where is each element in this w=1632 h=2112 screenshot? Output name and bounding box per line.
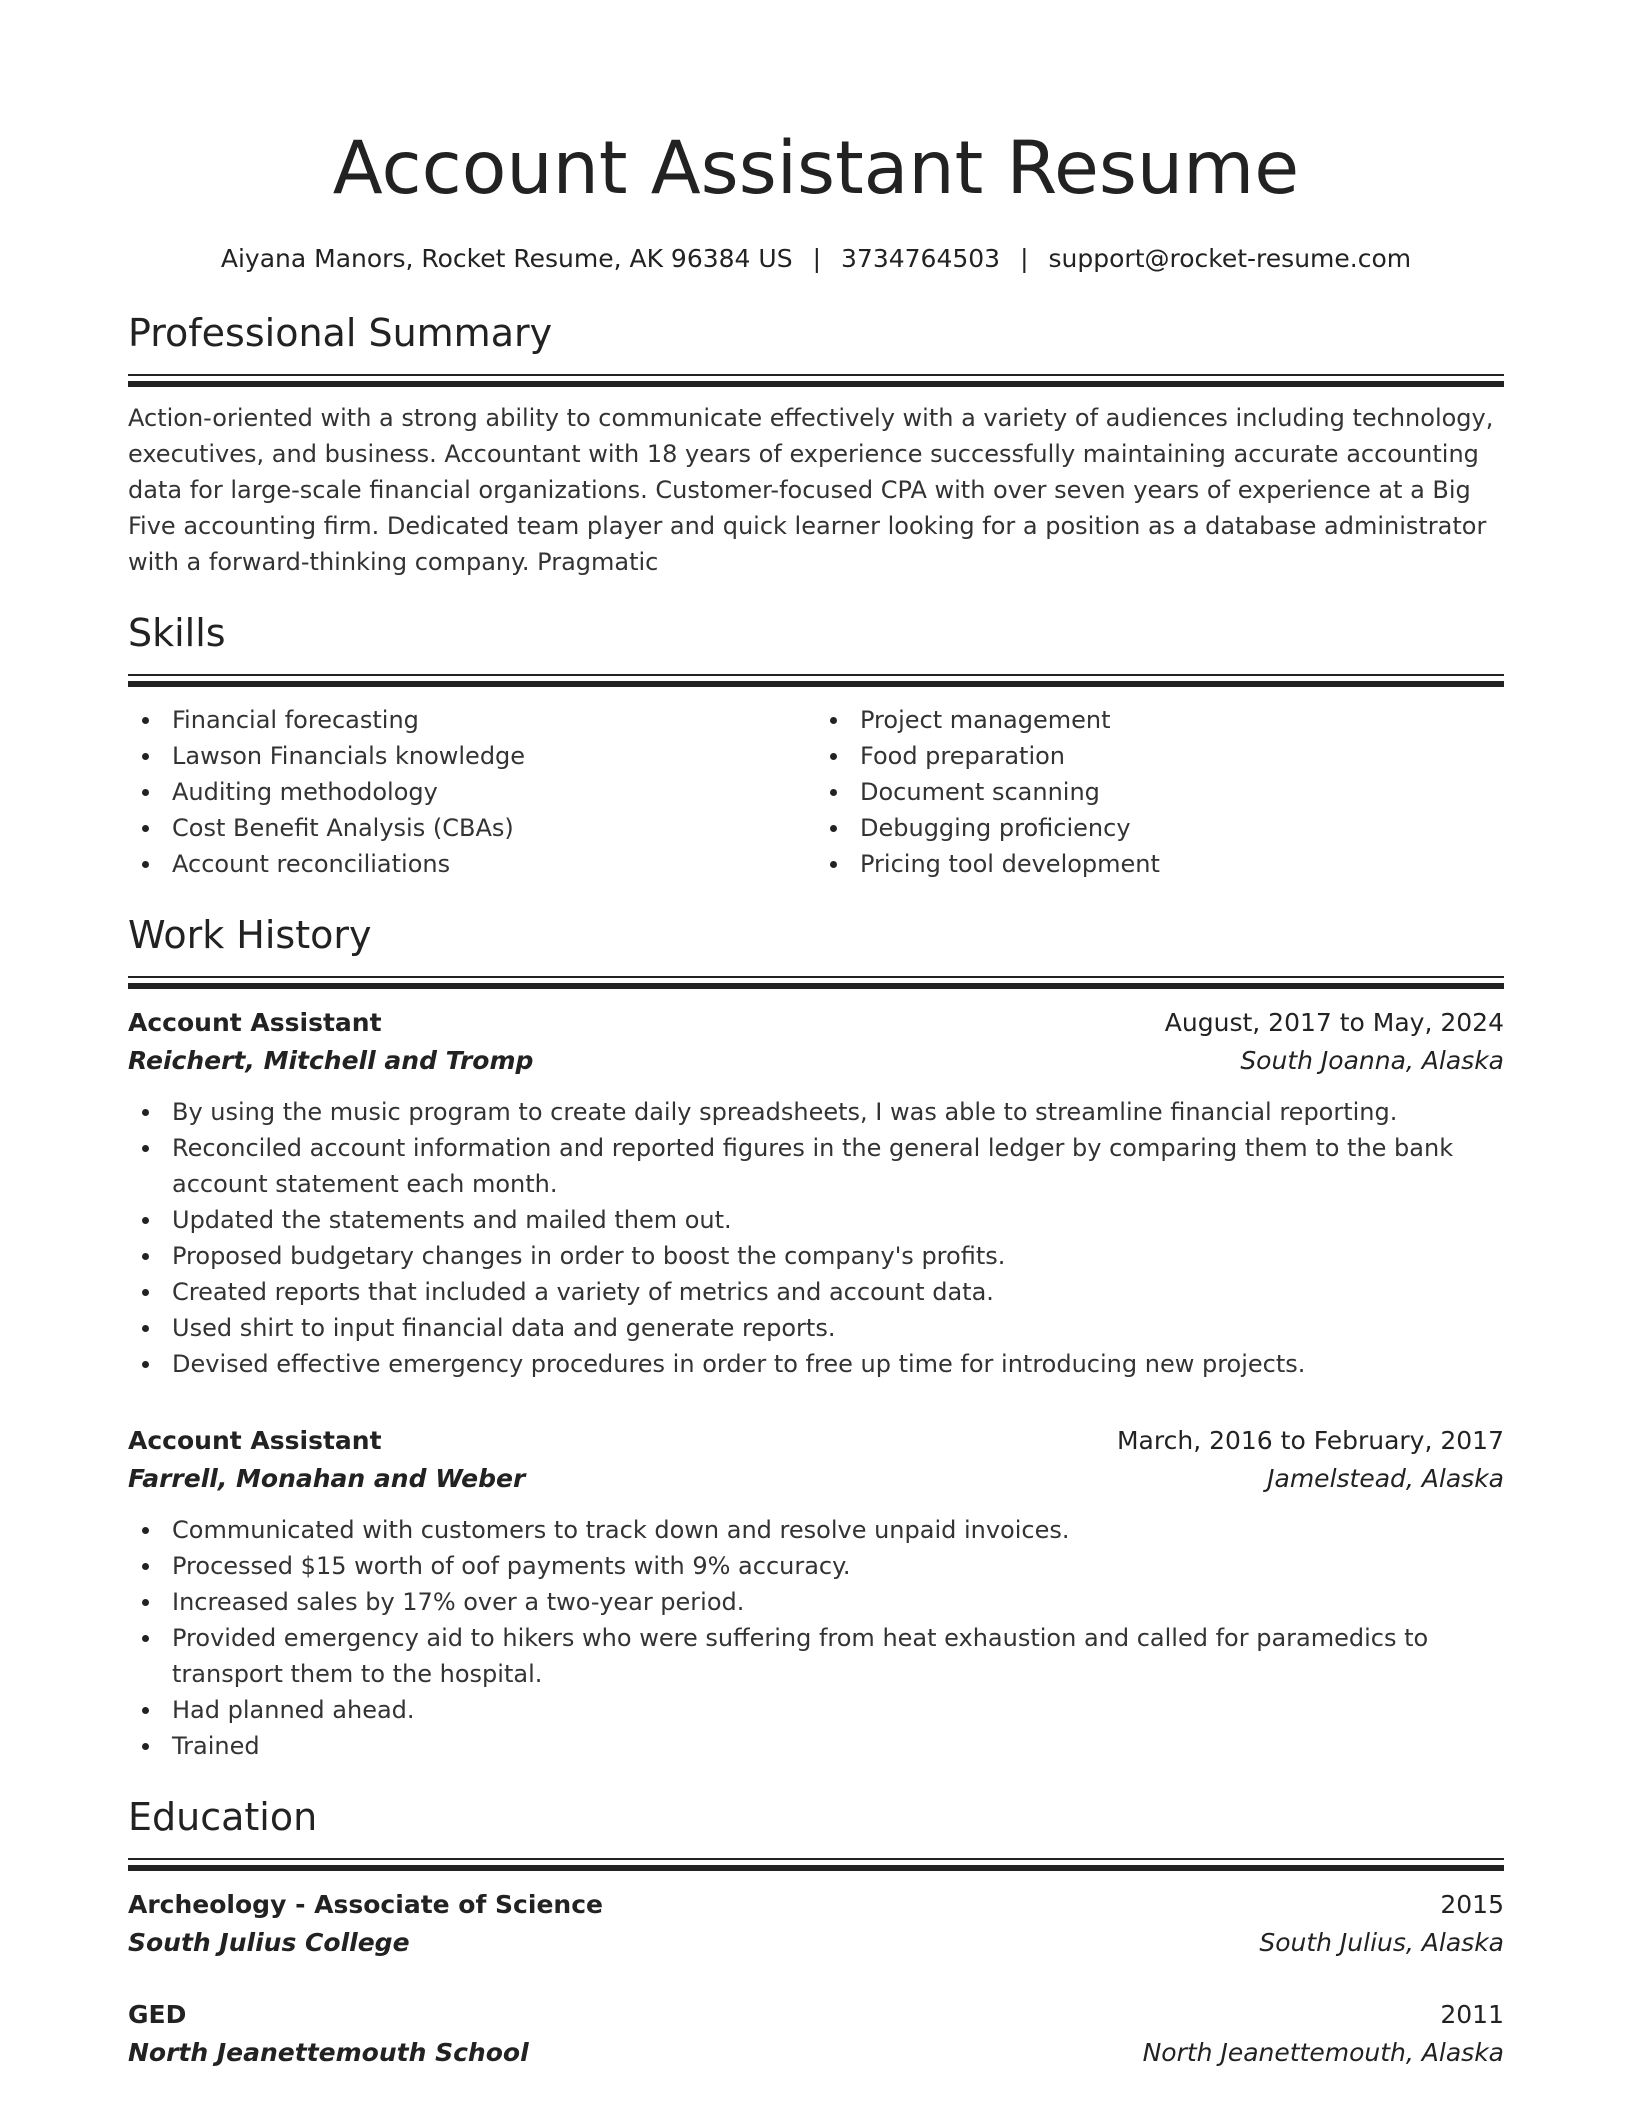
job-header-row bbox=[128, 1422, 1504, 1460]
job-company: Reichert, Mitchell and Tromp bbox=[128, 1046, 534, 1075]
job-bullet: Increased sales by 17% over a two-year period. bbox=[128, 1584, 1504, 1620]
summary-section bbox=[128, 310, 1504, 580]
job-dates: August, 2017 to May, 2024 bbox=[1164, 1008, 1504, 1037]
job-bullet: Proposed budgetary changes in order to boost the company's profits. bbox=[128, 1238, 1504, 1274]
section-divider bbox=[128, 374, 1504, 388]
skills-column-right bbox=[816, 702, 1504, 882]
skill-item: Cost Benefit Analysis (CBAs) bbox=[128, 810, 816, 846]
skills-grid bbox=[128, 702, 1504, 882]
work-history-section bbox=[128, 912, 1504, 1764]
job-bullets bbox=[128, 1512, 1504, 1764]
skill-item: Debugging proficiency bbox=[816, 810, 1504, 846]
job-bullet: Communicated with customers to track down and resolve unpaid invoices. bbox=[128, 1512, 1504, 1548]
education-section bbox=[128, 1794, 1504, 2072]
job-header-row bbox=[128, 1004, 1504, 1042]
job-company-row bbox=[128, 1042, 1504, 1080]
contact-phone: 3734764503 bbox=[841, 244, 1001, 273]
job-bullet: Processed $15 worth of oof payments with 9% accuracy. bbox=[128, 1548, 1504, 1584]
summary-heading: Professional Summary bbox=[128, 311, 553, 355]
education-year: 2015 bbox=[1440, 1890, 1504, 1919]
contact-separator: | bbox=[1020, 244, 1029, 273]
education-entry bbox=[128, 1996, 1504, 2072]
education-header-row bbox=[128, 1996, 1504, 2034]
contact-address: Aiyana Manors, Rocket Resume, AK 96384 US bbox=[220, 244, 793, 273]
job-dates: March, 2016 to February, 2017 bbox=[1116, 1426, 1504, 1455]
skill-item: Pricing tool development bbox=[816, 846, 1504, 882]
skills-heading: Skills bbox=[128, 611, 226, 655]
education-degree: GED bbox=[128, 2000, 187, 2029]
job-bullet: Used shirt to input financial data and generate reports. bbox=[128, 1310, 1504, 1346]
skill-item: Auditing methodology bbox=[128, 774, 816, 810]
contact-line bbox=[128, 242, 1504, 276]
skill-item: Lawson Financials knowledge bbox=[128, 738, 816, 774]
skill-item: Food preparation bbox=[816, 738, 1504, 774]
education-location: South Julius, Alaska bbox=[1259, 1928, 1504, 1957]
summary-text: Action-oriented with a strong ability to communicate effectively with a variety of audiences including technology, executives, and business. Accountant with 18 years of experience successfully maintaining accurate accounting data for large-scale financial organizations. Customer-focused CPA with over seven years of experience at a Big Five accounting firm. Dedicated team player and quick learner looking for a position as a database administrator with a forward-thinking company. Pragmatic bbox=[128, 404, 1494, 576]
work-history-heading: Work History bbox=[128, 913, 372, 957]
education-entry bbox=[128, 1886, 1504, 1962]
job-bullet: Trained bbox=[128, 1728, 1504, 1764]
section-divider bbox=[128, 1858, 1504, 1872]
education-school: North Jeanettemouth School bbox=[128, 2038, 529, 2067]
job-bullet: Had planned ahead. bbox=[128, 1692, 1504, 1728]
job-company: Farrell, Monahan and Weber bbox=[128, 1464, 526, 1493]
skills-section bbox=[128, 610, 1504, 882]
job-company-row bbox=[128, 1460, 1504, 1498]
job-entry bbox=[128, 1004, 1504, 1382]
skill-item: Account reconciliations bbox=[128, 846, 816, 882]
job-location: South Joanna, Alaska bbox=[1240, 1046, 1504, 1075]
education-school-row bbox=[128, 1924, 1504, 1962]
job-bullet: Reconciled account information and reported figures in the general ledger by comparing them to the bank account statement each month. bbox=[128, 1130, 1504, 1202]
skill-item: Document scanning bbox=[816, 774, 1504, 810]
job-entry bbox=[128, 1422, 1504, 1764]
education-school-row bbox=[128, 2034, 1504, 2072]
education-year: 2011 bbox=[1440, 2000, 1504, 2029]
section-divider bbox=[128, 976, 1504, 990]
job-title: Account Assistant bbox=[128, 1008, 382, 1037]
job-location: Jamelstead, Alaska bbox=[1267, 1464, 1504, 1493]
education-heading: Education bbox=[128, 1795, 318, 1839]
job-bullet: Created reports that included a variety of metrics and account data. bbox=[128, 1274, 1504, 1310]
job-bullet: Updated the statements and mailed them out. bbox=[128, 1202, 1504, 1238]
education-degree: Archeology - Associate of Science bbox=[128, 1890, 603, 1919]
education-school: South Julius College bbox=[128, 1928, 410, 1957]
education-header-row bbox=[128, 1886, 1504, 1924]
education-location: North Jeanettemouth, Alaska bbox=[1142, 2038, 1504, 2067]
job-title: Account Assistant bbox=[128, 1426, 382, 1455]
job-bullet: By using the music program to create daily spreadsheets, I was able to streamline financial reporting. bbox=[128, 1094, 1504, 1130]
job-bullet: Provided emergency aid to hikers who were suffering from heat exhaustion and called for paramedics to transport them to the hospital. bbox=[128, 1620, 1504, 1692]
contact-email: support@rocket-resume.com bbox=[1048, 244, 1412, 273]
contact-separator: | bbox=[812, 244, 822, 273]
section-divider bbox=[128, 674, 1504, 688]
page-title: Account Assistant Resume bbox=[332, 126, 1300, 211]
job-bullets bbox=[128, 1094, 1504, 1382]
skill-item: Financial forecasting bbox=[128, 702, 816, 738]
skills-column-left bbox=[128, 702, 816, 882]
job-bullet: Devised effective emergency procedures in order to free up time for introducing new projects. bbox=[128, 1346, 1504, 1382]
skill-item: Project management bbox=[816, 702, 1504, 738]
